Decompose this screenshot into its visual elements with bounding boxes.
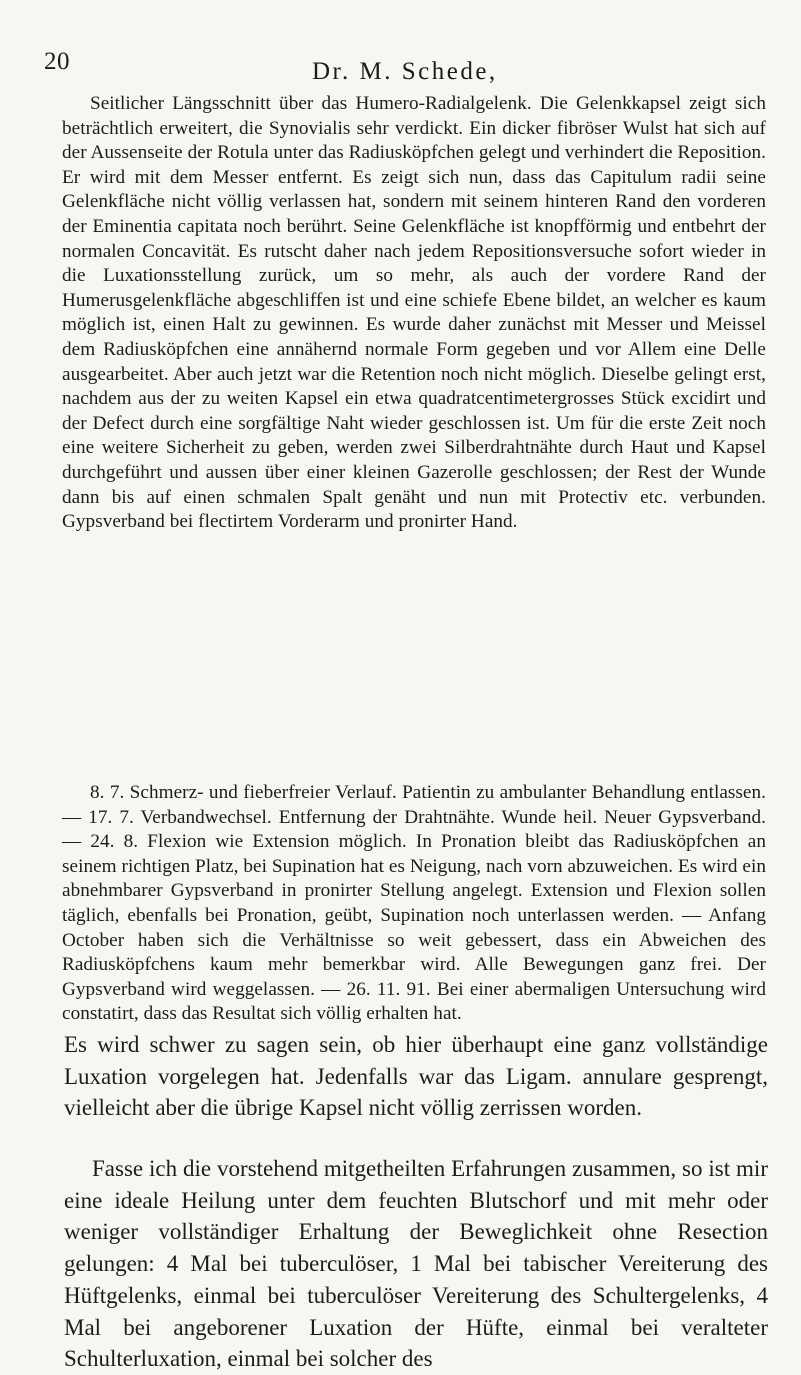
body-paragraph-assessment: Es wird schwer zu sagen sein, ob hier überhaupt eine ganz vollständige Luxation vorgelegen hat. Jedenfalls war das Ligam. annulare gesprengt, vielleicht aber die übrige Kapsel nicht völlig zerrissen worden.: [64, 1032, 768, 1121]
running-head: Dr. M. Schede,: [312, 58, 498, 85]
body-paragraph-case-report: Seitlicher Längsschnitt über das Humero-Radialgelenk. Die Gelenkkapsel zeigt sich beträchtlich erweitert, die Synovialis sehr verdickt. Ein dicker fibröser Wulst hat sich auf der Aussenseite der Rotula unter das Radiusköpfchen gelegt und verhindert die Reposition. Er wird mit dem Messer entfernt. Es zeigt sich nun, dass das Capitulum radii seine Gelenkfläche nicht völlig verlassen hat, sondern mit seinem hinteren Rand den vorderen der Eminentia capitata noch berührt. Seine Gelenkfläche ist knopfförmig und entbehrt der normalen Concavität. Es rutscht daher nach jedem Repositionsversuche sofort wieder in die Luxationsstellung zurück, um so mehr, als auch der vordere Rand der Humerusgelenkfläche abgeschliffen ist und eine schiefe Ebene bildet, an welcher es kaum möglich ist, einen Halt zu gewinnen. Es wurde daher zunächst mit Messer und Meissel dem Radiusköpfchen eine annähernd normale Form gegeben und vor Allem eine Delle ausgearbeitet. Aber auch jetzt war die Retention noch nicht möglich. Dieselbe gelingt erst, nachdem aus der zu weiten Kapsel ein etwa quadratcentimetergrosses Stück excidirt und der Defect durch eine sorgfältige Naht wieder geschlossen ist. Um für die erste Zeit noch eine weitere Sicherheit zu geben, werden zwei Silberdrahtnähte durch Haut und Kapsel durchgeführt und aussen über einer kleinen Gazerolle geschlossen; der Rest der Wunde dann bis auf einen schmalen Spalt genäht und nun mit Protectiv etc. verbunden. Gypsverband bei flectirtem Vorderarm und pronirter Hand.: [62, 93, 766, 533]
body-paragraph-summary: Fasse ich die vorstehend mitgetheilten Erfahrungen zusammen, so ist mir eine ideale Heilung unter dem feuchten Blutschorf und mit mehr oder weniger vollständiger Erhaltung der Beweglichkeit ohne Resection gelungen: 4 Mal bei tuberculöser, 1 Mal bei tabischer Vereiterung des Hüftgelenks, einmal bei tuberculöser Vereiterung des Schultergelenks, 4 Mal bei angeborener Luxation der Hüfte, einmal bei veralteter Schulterluxation, einmal bei solcher des: [64, 1156, 768, 1372]
page-header: [0, 28, 801, 85]
page-number: 20: [44, 48, 70, 75]
body-paragraph-course: 8. 7. Schmerz- und fieberfreier Verlauf. Patientin zu ambulanter Behandlung entlassen. — 17. 7. Verbandwechsel. Entfernung der Drahtnähte. Wunde heil. Neuer Gypsverband. — 24. 8. Flexion wie Extension möglich. In Pronation bleibt das Radiusköpfchen an seinem richtigen Platz, bei Supination hat es Neigung, nach vorn abzuweichen. Es wird ein abnehmbarer Gypsverband in pronirter Stellung angelegt. Extension und Flexion sollen täglich, ebenfalls bei Pronation, geübt, Supination noch unterlassen werden. — Anfang October haben sich die Verhältnisse so weit gebessert, dass ein Abweichen des Radiusköpfchens kaum mehr bemerkbar wird. Alle Bewegungen ganz frei. Der Gypsverband wird weggelassen. — 26. 11. 91. Bei einer abermaligen Untersuchung wird constatirt, dass das Resultat sich völlig erhalten hat.: [62, 782, 766, 1025]
